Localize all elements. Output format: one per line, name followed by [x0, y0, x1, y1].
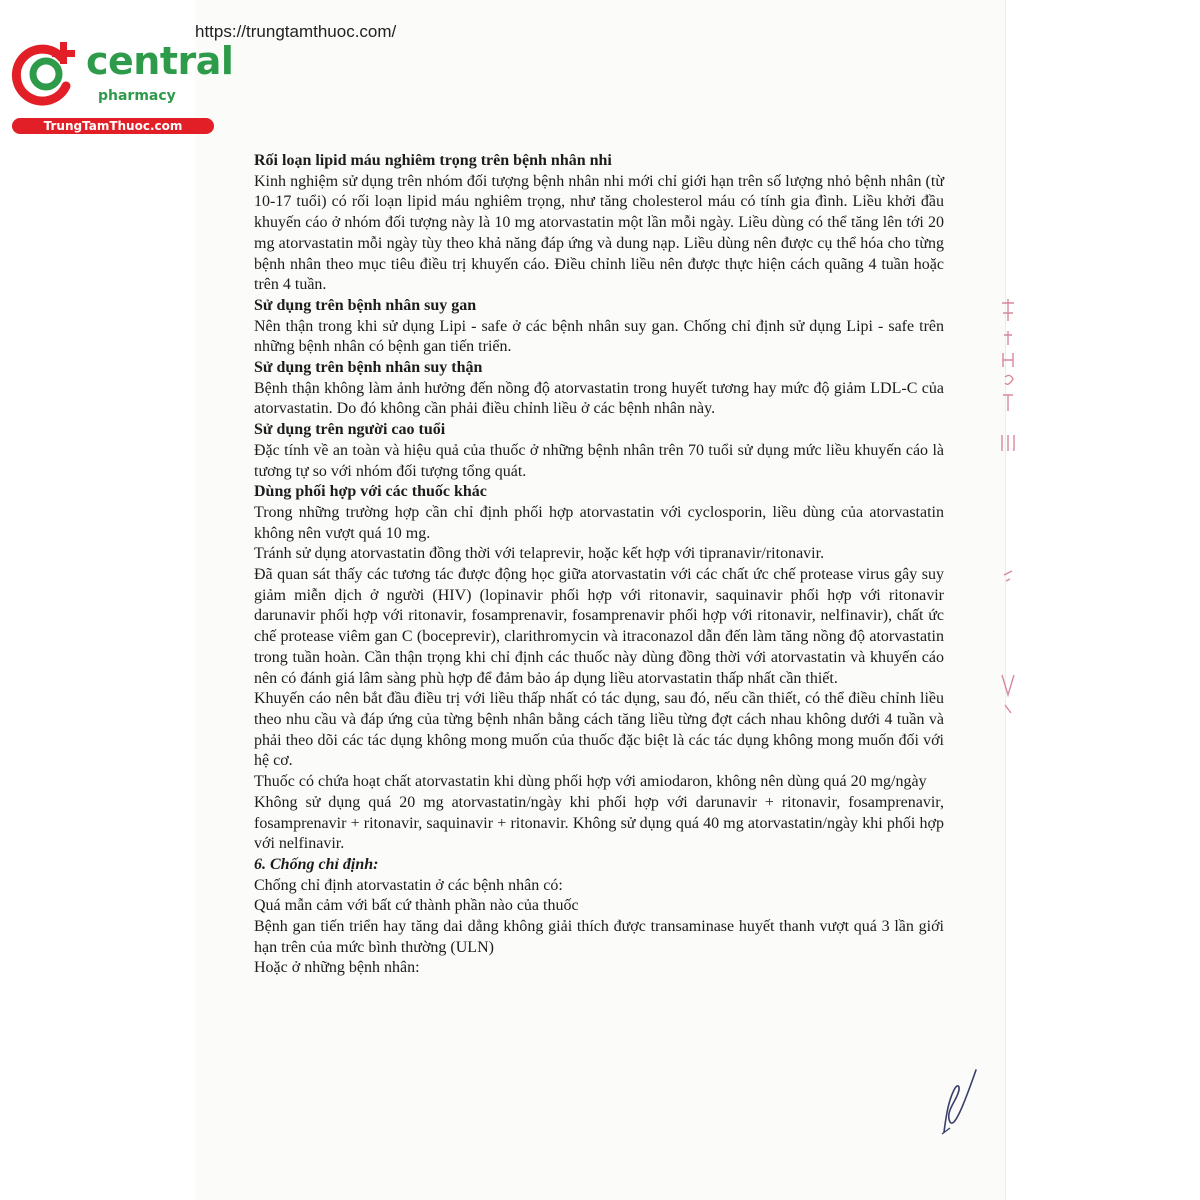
logo-domain-badge: TrungTamThuoc.com	[12, 118, 214, 134]
body-paragraph: Khuyến cáo nên bắt đầu điều trị với liều thấp nhất có tác dụng, sau đó, nếu cần thiết, có thể điều chỉnh liều theo nhu cầu và đáp ứng của từng bệnh nhân bằng cách tăng liều từng đợt cách nhau không dưới 4 tuần và phải theo dõi các tác dụng không mong muốn của thuốc đặc biệt là các tác dụng không mong muốn đối với hệ cơ.	[254, 690, 944, 770]
body-paragraph: Kinh nghiệm sử dụng trên nhóm đối tượng bệnh nhân nhi mới chỉ giới hạn trên số lượng nhỏ bệnh nhân (từ 10-17 tuổi) có rối loạn lipid máu nghiêm trọng, như tăng cholesterol máu có tính gia đình. Liều khởi đầu khuyến cáo ở nhóm đối tượng này là 10 mg atorvastatin một lần mỗi ngày. Liều dùng có thể tăng lên tới 20 mg atorvastatin mỗi ngày tùy theo khả năng đáp ứng và dung nạp. Liều dùng nên được cụ thể hóa cho từng bệnh nhân theo mục tiêu điều trị khuyến cáo. Điều chỉnh liều nên được thực hiện cách quãng 4 tuần hoặc trên 4 tuần.	[254, 172, 944, 294]
stamp-fragment-icon	[996, 295, 1022, 725]
body-paragraph: Thuốc có chứa hoạt chất atorvastatin khi dùng phối hợp với amiodaron, không nên dùng quá 20 mg/ngày	[254, 773, 927, 791]
body-line: Chống chỉ định atorvastatin ở các bệnh nhân có:	[254, 876, 563, 894]
body-paragraph: Bệnh thận không làm ảnh hưởng đến nồng độ atorvastatin trong huyết tương hay mức độ giảm LDL-C của atorvastatin. Do đó không cần phải điều chỉnh liều ở các bệnh nhân này.	[254, 379, 944, 418]
numbered-section-heading: 6. Chống chỉ định:	[254, 855, 379, 873]
signature-mark	[932, 1062, 982, 1137]
body-paragraph: Nên thận trong khi sử dụng Lipi - safe ở các bệnh nhân suy gan. Chống chỉ định sử dụng Lipi - safe trên những bệnh nhân có bệnh gan tiến triển.	[254, 317, 944, 356]
body-paragraph: Không sử dụng quá 20 mg atorvastatin/ngày khi phối hợp với darunavir + ritonavir, fosamprenavir, fosamprenavir + ritonavir, saquinavir + ritonavir. Không sử dụng quá 40 mg atorvastatin/ngày khi phối hợp với nelfinavir.	[254, 793, 944, 853]
section-heading: Sử dụng trên bệnh nhân suy gan	[254, 296, 477, 314]
section-heading: Sử dụng trên bệnh nhân suy thận	[254, 359, 483, 377]
body-paragraph: Đã quan sát thấy các tương tác được động học giữa atorvastatin với các chất ức chế protease virus gây suy giảm miễn dịch ở người (HIV) (lopinavir phối hợp với ritonavir, saquinavir phối hợp với ritonavir darunavir phối hợp với ritonavir, fosamprenavir, fosamprenavir phối hợp với ritonavir, nelfinavir), chất ức chế protease viêm gan C (boceprevir), clarithromycin và itraconazol dẫn đến làm tăng nồng độ atorvastatin trong tuần hoàn. Cần thận trọng khi chỉ định các thuốc này dùng đồng thời với atorvastatin và khuyến cáo nên có đánh giá lâm sàng phù hợp để đảm bảo áp dụng liều atorvastatin thấp nhất cần thiết.	[254, 566, 944, 687]
source-url[interactable]: https://trungtamthuoc.com/	[195, 22, 397, 41]
body-paragraph: Tránh sử dụng atorvastatin đồng thời với telaprevir, hoặc kết hợp với tipranavir/ritonavir.	[254, 545, 825, 563]
body-line: Hoặc ở những bệnh nhân:	[254, 959, 420, 977]
central-pharmacy-logo[interactable]	[8, 36, 234, 136]
body-line: Quá mẫn cảm với bất cứ thành phần nào của thuốc	[254, 897, 579, 915]
section-heading: Sử dụng trên người cao tuổi	[254, 421, 446, 439]
section-heading: Dùng phối hợp với các thuốc khác	[254, 483, 487, 501]
edge-stamp-marks	[996, 295, 1022, 725]
document-body	[254, 151, 944, 979]
pharmacy-c-cross-icon	[10, 38, 86, 110]
section-heading: Rối loạn lipid máu nghiêm trọng trên bệnh nhân nhi	[254, 152, 612, 169]
body-paragraph: Đặc tính về an toàn và hiệu quả của thuốc ở những bệnh nhân trên 70 tuổi sử dụng mức liều khuyến cáo là tương tự so với nhóm đối tượng tổng quát.	[254, 441, 944, 480]
logo-wordmark: central	[86, 39, 234, 83]
body-paragraph: Trong những trường hợp cần chỉ định phối hợp atorvastatin với cyclosporin, liều dùng của atorvastatin không nên vượt quá 10 mg.	[254, 503, 944, 542]
logo-subtitle: pharmacy	[98, 88, 176, 104]
body-paragraph: Bệnh gan tiến triển hay tăng dai dẳng không giải thích được transaminase huyết thanh vượt quá 3 lần giới hạn trên của mức bình thường (ULN)	[254, 918, 944, 956]
